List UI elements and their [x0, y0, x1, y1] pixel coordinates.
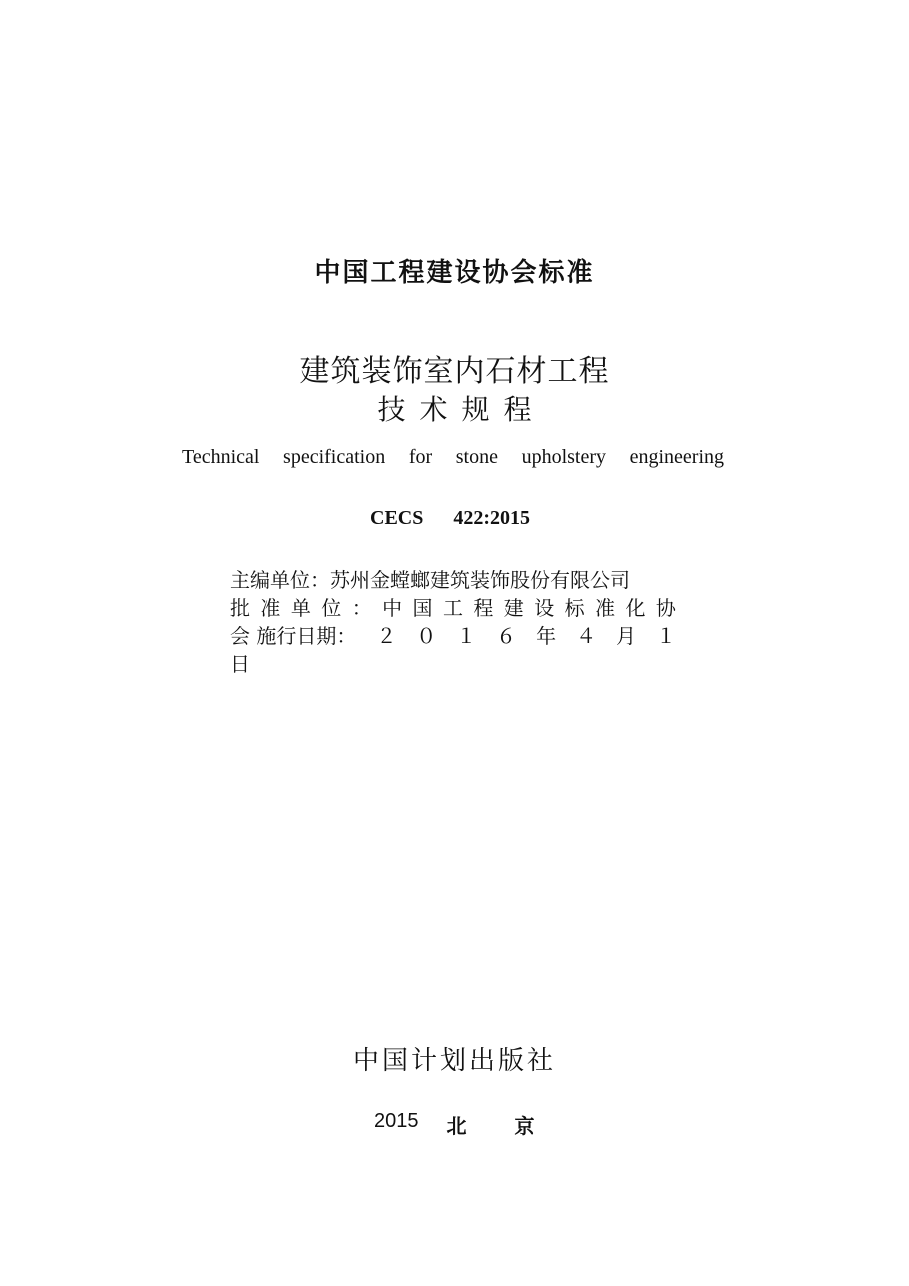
standard-code-number: 422:2015 — [453, 507, 531, 529]
approval-char: 化 — [625, 596, 646, 620]
approval-char: 位 — [321, 596, 342, 620]
date-char: 年 — [536, 624, 557, 648]
approval-char: 协 — [655, 596, 676, 620]
date-char: ２ — [376, 624, 397, 648]
approval-char: 准 — [595, 596, 616, 620]
approval-char: 程 — [473, 596, 494, 620]
english-title-word: Technical — [182, 446, 260, 468]
approval-char: 准 — [260, 596, 281, 620]
approval-char: 批 — [230, 596, 250, 620]
standard-code — [370, 507, 530, 530]
approval-char: 国 — [412, 596, 433, 620]
effective-date-continuation — [230, 650, 676, 678]
standard-organization-heading: 中国工程建设协会标准 — [314, 258, 595, 288]
approval-char: 标 — [564, 596, 585, 620]
chief-editor-line — [230, 566, 676, 594]
effective-date-line — [230, 622, 676, 650]
english-title-word: for — [408, 446, 433, 468]
publisher-name: 中国计划出版社 — [352, 1046, 556, 1076]
chief-editor-text: 主编单位：苏州金螳螂建筑装饰股份有限公司 — [230, 568, 630, 592]
approval-char: 中 — [382, 596, 403, 620]
date-char: １ — [456, 624, 477, 648]
standard-code-series: CECS — [370, 507, 424, 529]
document-title: 建筑装饰室内石材工程 — [299, 354, 610, 389]
date-char: ４ — [576, 624, 597, 648]
approval-char: ： — [351, 596, 372, 620]
document-subtitle: 技术规程 — [377, 393, 546, 426]
date-char: ６ — [496, 624, 517, 648]
publication-year: 2015 — [374, 1110, 419, 1132]
date-char: 月 — [616, 624, 637, 648]
english-title-word: specification — [283, 446, 386, 468]
approval-unit-line — [230, 594, 676, 622]
approval-char: 单 — [290, 596, 311, 620]
effective-date-label: 会 施行日期： — [230, 624, 357, 648]
date-char: １ — [655, 624, 676, 648]
english-title-word: upholstery — [521, 446, 606, 468]
publication-place — [374, 1110, 583, 1139]
english-title — [182, 446, 724, 469]
english-title-word: stone — [455, 446, 498, 468]
approval-char: 设 — [534, 596, 555, 620]
approval-char: 建 — [503, 596, 524, 620]
approval-char: 工 — [442, 596, 463, 620]
publication-city: 北京 — [446, 1114, 583, 1138]
english-title-word: engineering — [629, 446, 724, 468]
publication-info — [230, 566, 676, 678]
date-char: ０ — [416, 624, 437, 648]
date-day-char: 日 — [230, 652, 250, 676]
